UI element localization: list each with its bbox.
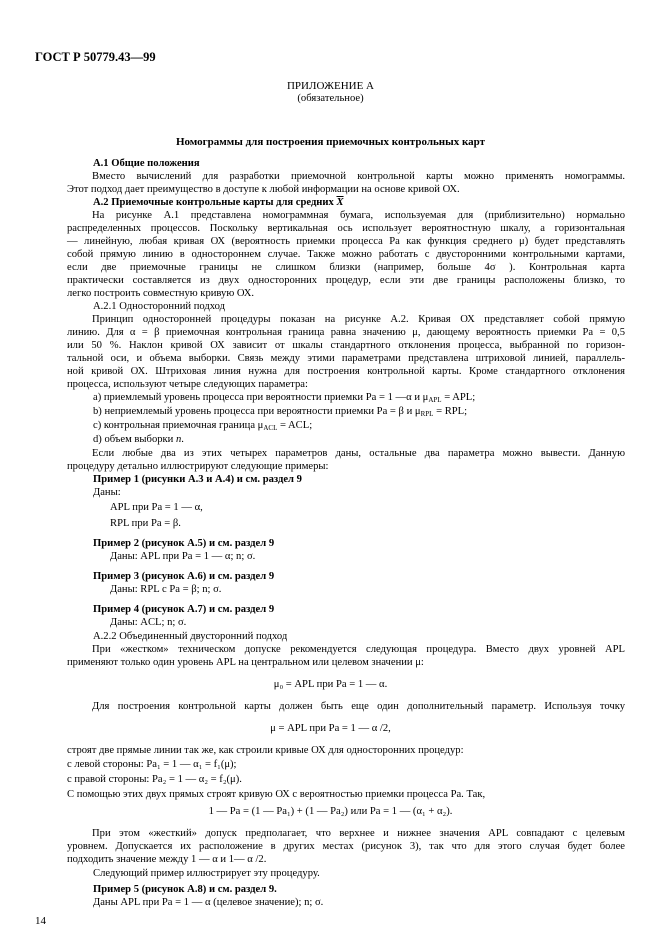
paragraph-line: При этом «жесткий» допуск предполагает, что верхнее и нижнее значения APL совпадают с целевым xyxy=(92,828,625,839)
paragraph-line: Следующий пример иллюстрирует эту процедуру. xyxy=(93,868,320,879)
paragraph-line: практически составляется из двух односторонних процедур, если эти две границы расположены близко, то xyxy=(67,275,625,286)
appendix-title: ПРИЛОЖЕНИЕ А xyxy=(286,80,374,92)
formula-left-side: с левой стороны: Ра₁ = 1 — α₁ = f₁(μ); xyxy=(67,759,237,770)
formula-mu: μ = APL при Ра = 1 — α /2, xyxy=(270,723,391,734)
example-1-given: Даны: xyxy=(93,487,121,498)
appendix-status: (обязательное) xyxy=(297,93,364,104)
example-1-apl: APL при Ра = 1 — α, xyxy=(110,502,203,513)
section-a1-line: Вместо вычислений для разработки приемочной контрольной карты можно применять номограммы. xyxy=(92,171,625,182)
paragraph-line: Для построения контрольной карты должен быть еще один дополнительный параметр. Используя точку xyxy=(92,701,625,712)
section-a2-title: А.2 Приемочные контрольные карты для средних $\overline{X}$ xyxy=(93,197,344,208)
paragraph-line: распределенных процессов. Поскольку вертикальная ось использует вероятностную шкалу, а горизонтальная xyxy=(67,223,625,234)
paragraph-line: процесса, используют четыре следующих параметра: xyxy=(67,379,308,390)
example-1-rpl: RPL при Ра = β. xyxy=(110,518,181,529)
paragraph-line: На рисунке А.1 представлена номограммная бумага, используемая для (приблизительно) нормально xyxy=(92,210,625,221)
paragraph-line: уровнем. Допускается их расположение в других местах (рисунок 3), так что для этого случая будет более xyxy=(67,841,625,852)
page-number: 14 xyxy=(35,915,46,927)
formula-mu0: μ₀ = APL при Ра = 1 — α. xyxy=(273,679,388,690)
formula-pa: 1 — Ра = (1 — Ра₁) + (1 — Ра₂) или Ра = 1 — (α₁ + α₂). xyxy=(208,806,453,817)
standard-header: ГОСТ Р 50779.43—99 xyxy=(35,50,156,64)
list-item-d: d) объем выборки n. xyxy=(93,434,184,445)
example-2-title: Пример 2 (рисунок А.5) и см. раздел 9 xyxy=(93,538,275,549)
paragraph-line: или 50 %. Наклон кривой ОХ зависит от шкалы стандартного отклонения процесса, выбранной по горизон- xyxy=(67,340,625,351)
formula-right-side: с правой стороны: Ра₂ = 1 — α₂ = f₂(μ). xyxy=(67,774,242,785)
list-item-a: a) приемлемый уровень процесса при вероятности приемки Ра = 1 —α и $\mu_{APL}$ = APL; xyxy=(93,392,476,404)
example-4-given: Даны: ACL; n; σ. xyxy=(110,617,187,628)
section-a1-title: А.1 Общие положения xyxy=(93,158,200,169)
example-2-given: Даны: APL при Ра = 1 — α; n; σ. xyxy=(110,551,256,562)
subsection-a21-title: А.2.1 Односторонний подход xyxy=(93,301,226,312)
paragraph-line: — линейную, любая кривая ОХ (вероятность приемки процесса Ра как функция среднего μ) будет представлять xyxy=(67,236,625,247)
example-5-given: Даны APL при Ра = 1 — α (целевое значение); n; σ. xyxy=(93,897,324,908)
page-heading: Номограммы для построения приемочных контрольных карт xyxy=(175,136,486,148)
x-bar-symbol: $\overline{X}$ xyxy=(336,197,344,208)
paragraph-line: строят две прямые линии так же, как строили кривые ОХ для односторонних процедур: xyxy=(67,745,464,756)
example-5-title: Пример 5 (рисунок А.8) и см. раздел 9. xyxy=(93,884,277,895)
subsection-a22-title: А.2.2 Объединенный двусторонний подход xyxy=(93,631,288,642)
paragraph-line: процедуру детально иллюстрируют следующие примеры: xyxy=(67,461,329,472)
paragraph-line: Принцип односторонней процедуры показан на рисунке А.2. Кривая ОХ представляет собой прямую xyxy=(92,314,625,325)
list-item-b: b) неприемлемый уровень процесса при вероятности приемки Ра = β и $\mu_{RPL}$ = RPL; xyxy=(93,406,468,418)
paragraph-line: С помощью этих двух прямых строят кривую ОХ с вероятностью приемки процесса Ра. Так, xyxy=(67,789,486,800)
paragraph-line: если две приемочные границы не слишком близки (например, больше 4σ ). Контрольная карта xyxy=(67,262,625,273)
section-a1-line: Этот подход дает преимущество в доступе к любой информации на основе кривой ОХ. xyxy=(67,184,460,195)
paragraph-line: ной кривой ОХ. Штриховая линия нужна для построения контрольной карты. Кроме стандартного отклонения xyxy=(67,366,625,377)
example-4-title: Пример 4 (рисунок А.7) и см. раздел 9 xyxy=(93,604,275,615)
paragraph-line: При «жестком» техническом допуске рекомендуется следующая процедура. Вместо двух уровней APL xyxy=(92,644,625,655)
paragraph-line: Если любые два из этих четырех параметров даны, остальные два параметра можно вывести. Данную xyxy=(92,448,625,459)
list-item-c: c) контрольная приемочная граница $\mu_{ACL}$ = ACL; xyxy=(93,420,313,432)
example-3-given: Даны: RPL с Ра = β; n; σ. xyxy=(110,584,222,595)
example-1-title: Пример 1 (рисунки А.3 и А.4) и см. раздел 9 xyxy=(93,474,302,485)
paragraph-line: собой прямую линию в одностороннем случае. Также можно работать с двусторонними контрольными картами, xyxy=(67,249,625,260)
paragraph-line: линию. Для α = β приемочная контрольная граница равна значению μ, дающему вероятность приемки Ра = 0,5 xyxy=(67,327,625,338)
paragraph-line: тальной оси, и объема выборки. Связь между этими параметрами представлена штриховой линией, параллель- xyxy=(67,353,625,364)
example-3-title: Пример 3 (рисунок А.6) и см. раздел 9 xyxy=(93,571,275,582)
paragraph-line: применяют только один уровень APL на центральном или целевом значении μ: xyxy=(67,657,424,668)
paragraph-line: легко построить совместную кривую ОХ. xyxy=(67,288,255,299)
paragraph-line: подходить значение между 1 — α и 1— α /2. xyxy=(67,854,267,865)
